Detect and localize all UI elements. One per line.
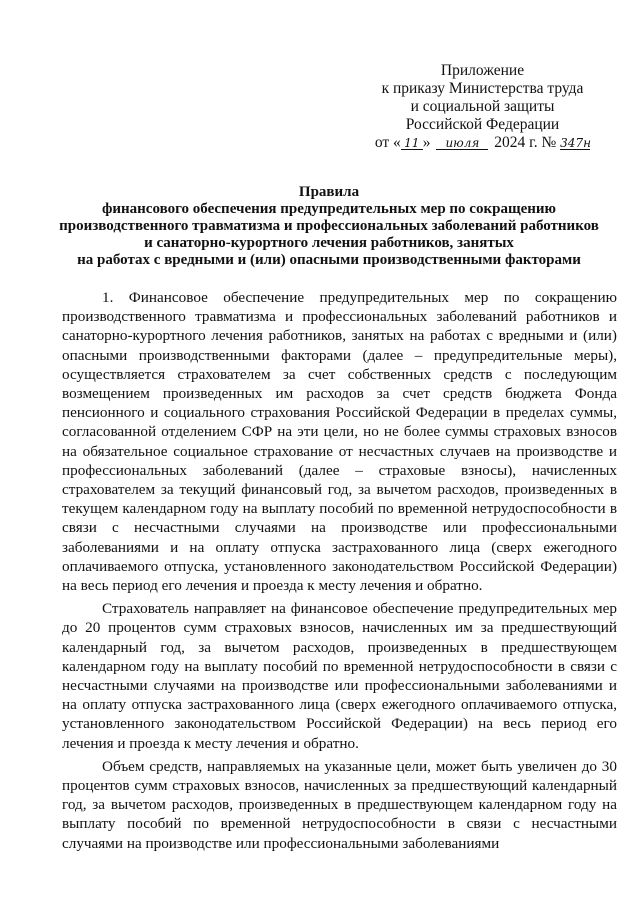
date-prefix: от « bbox=[374, 134, 401, 151]
ministry-line: и социальной защиты bbox=[410, 98, 555, 115]
order-date-line bbox=[340, 134, 625, 152]
handwritten-day: 11 bbox=[401, 137, 423, 150]
title-line-4: и санаторно-курортного лечения работников, занятых bbox=[144, 235, 514, 251]
title-line-3: производственного травматизма и профессиональных заболеваний работников bbox=[59, 218, 599, 234]
document-title bbox=[42, 184, 616, 269]
date-year: 2024 г. № bbox=[494, 134, 557, 151]
document-body bbox=[62, 288, 617, 857]
title-line-1: Правила bbox=[298, 184, 360, 200]
paragraph-2: Страхователь направляет на финансовое обеспечение предупредительных мер до 20 процентов сумм страховых взносов, начисленных им за предшествующий календарный год, за вычетом расходов, произведенных в предшествующем календарном году на выплату пособий по временной нетрудоспособности в связи с несчастными случаями на производстве или профессиональными заболеваниями и на оплату отпуска застрахованного лица (сверх ежегодного оплачиваемого отпуска, установленного законодательством Российской Федерации) на весь период его лечения и проезда к месту лечения и обратно. bbox=[62, 600, 617, 752]
title-line-5: на работах с вредными и (или) опасными производственными факторами bbox=[77, 252, 581, 268]
paragraph-1: 1. Финансовое обеспечение предупредительных мер по сокращению производственного травматизма и профессиональных заболеваний работников и санаторно-курортного лечения работников, занятых на работах с вредными и (или) опасными производственными факторами (далее – предупредительные меры), осуществляется страхователем за счет собственных средств с последующим возмещением произведенных им расходов за счет средств бюджета Фонда пенсионного и социального страхования Российской Федерации в пределах суммы, согласованной отделением СФР на эти цели, но не более суммы страховых взносов на обязательное социальное страхование от несчастных случаев на производстве и профессиональных заболеваний (далее – страховые взносы), начисленных страхователем за текущий финансовый год, за вычетом расходов, произведенных в текущем календарном году на выплату пособий по временной нетрудоспособности в связи с несчастными случаями на производстве или профессиональными заболеваниями и на оплату отпуска застрахованного лица (сверх ежегодного оплачиваемого отпуска, установленного законодательством Российской Федерации) на весь период его лечения и проезда к месту лечения и обратно. bbox=[62, 289, 617, 595]
appendix-label: Приложение bbox=[440, 62, 525, 79]
appendix-header bbox=[340, 62, 625, 152]
handwritten-order-number: 347н bbox=[560, 136, 591, 150]
handwritten-month: июля bbox=[436, 137, 488, 150]
date-quote-close: » bbox=[422, 134, 431, 151]
order-ministry-line: к приказу Министерства труда bbox=[381, 80, 584, 97]
paragraph-3: Объем средств, направляемых на указанные цели, может быть увеличен до 30 процентов сумм страховых взносов, начисленных за предшествующий календарный год, за вычетом расходов, произведенных в предшествующем календарном году на выплату пособий по временной нетрудоспособности в связи с несчастными случаями на производстве или профессиональными заболеваниями bbox=[62, 757, 617, 852]
country-line: Российской Федерации bbox=[405, 116, 560, 133]
title-line-2: финансового обеспечения предупредительных мер по сокращению bbox=[101, 201, 557, 217]
